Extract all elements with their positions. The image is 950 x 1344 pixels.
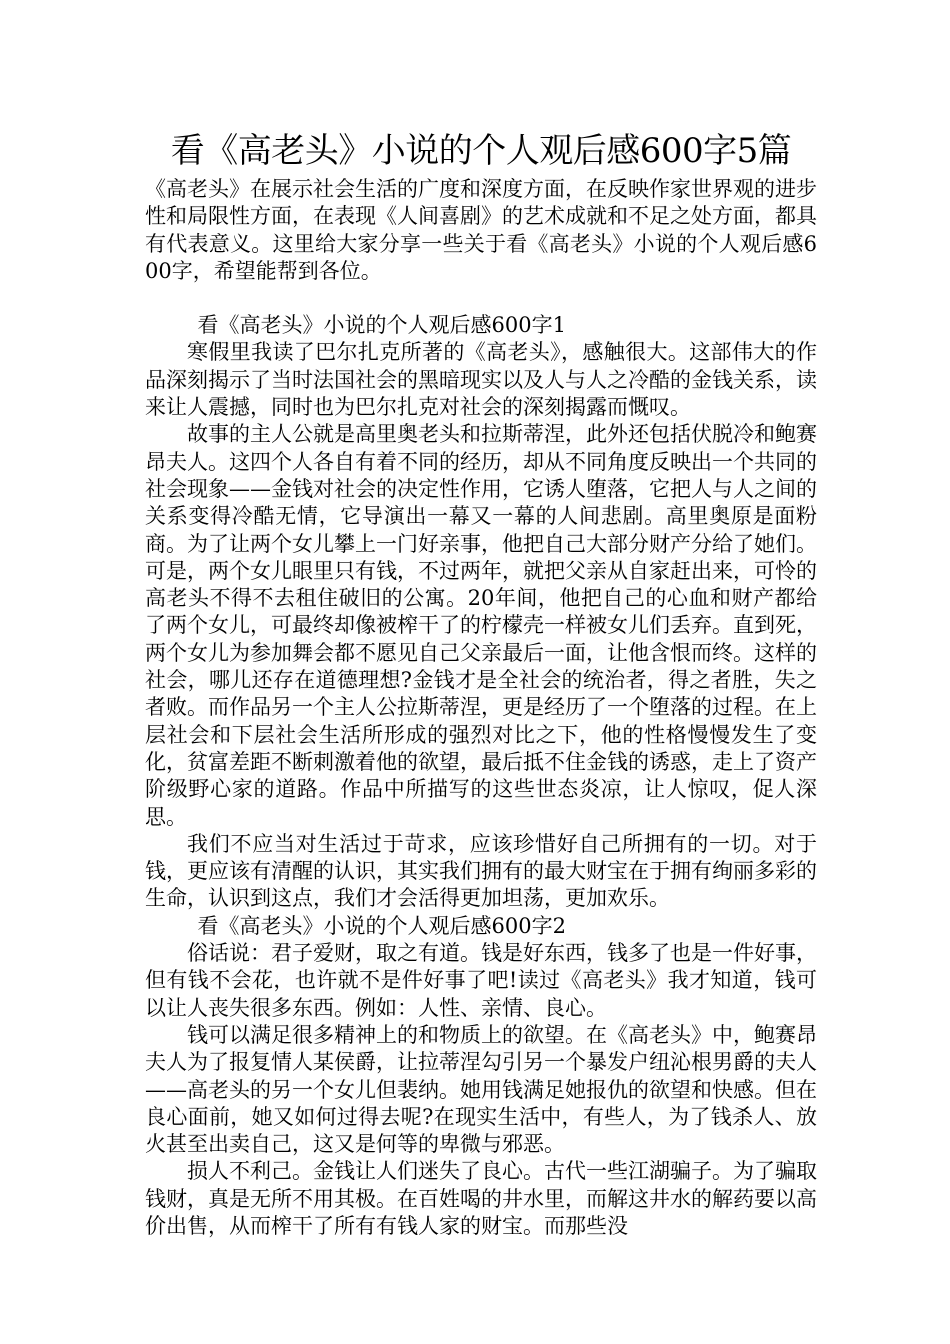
section-heading-1: 看《高老头》小说的个人观后感600字1	[197, 313, 566, 338]
body-paragraph: 钱可以满足很多精神上的和物质上的欲望。在《高老头》中，鲍赛昂夫人为了报复情人某侯爵，让拉蒂涅勾引另一个暴发户纽沁根男爵的夫人——高老头的另一个女儿但裴纳。她用钱满足她报仇的欲望和快感。但在良心面前，她又如何过得去呢?在现实生活中，有些人，为了钱杀人、放火甚至出卖自己，这又是何等的卑微与邪恶。	[145, 1022, 817, 1157]
body-paragraph: 寒假里我读了巴尔扎克所著的《高老头》，感触很大。这部伟大的作品深刻揭示了当时法国社会的黑暗现实以及人与人之冷酷的金钱关系，读来让人震撼，同时也为巴尔扎克对社会的深刻揭露而慨叹。	[145, 340, 817, 420]
document-page	[145, 128, 817, 1240]
body-paragraph: 故事的主人公就是高里奥老头和拉斯蒂涅，此外还包括伏脱冷和鲍赛昂夫人。这四个人各自有着不同的经历，却从不同角度反映出一个共同的社会现象——金钱对社会的决定性作用，它诱人堕落，它把人与人之间的关系变得冷酷无情，它导演出一幕又一幕的人间悲剧。高里奥原是面粉商。为了让两个女儿攀上一门好亲事，他把自己大部分财产分给了她们。可是，两个女儿眼里只有钱，不过两年，就把父亲从自家赶出来，可怜的高老头不得不去租住破旧的公寓。20年间，他把自己的心血和财产都给了两个女儿，可最终却像被榨干了的柠檬壳一样被女儿们丢弃。直到死，两个女儿为参加舞会都不愿见自己父亲最后一面，让他含恨而终。这样的社会，哪儿还存在道德理想?金钱才是全社会的统治者，得之者胜，失之者败。而作品另一个主人公拉斯蒂涅，更是经历了一个堕落的过程。在上层社会和下层社会生活所形成的强烈对比之下，他的性格慢慢发生了变化，贫富差距不断刺激着他的欲望，最后抵不住金钱的诱惑，走上了资产阶级野心家的道路。作品中所描写的这些世态炎凉，让人惊叹，促人深思。	[145, 422, 817, 829]
document-title: 看《高老头》小说的个人观后感600字5篇	[170, 131, 792, 171]
body-paragraph: 我们不应当对生活过于苛求，应该珍惜好自己所拥有的一切。对于钱，更应该有清醒的认识，其实我们拥有的最大财宝在于拥有绚丽多彩的生命，认识到这点，我们才会活得更加坦荡，更加欢乐。	[145, 831, 817, 911]
section-heading-2: 看《高老头》小说的个人观后感600字2	[197, 913, 566, 938]
body-paragraph: 俗话说：君子爱财，取之有道。钱是好东西，钱多了也是一件好事，但有钱不会花，也许就不是件好事了吧!读过《高老头》我才知道，钱可以让人丧失很多东西。例如：人性、亲情、良心。	[145, 941, 817, 1020]
body-paragraph: 损人不利己。金钱让人们迷失了良心。古代一些江湖骗子。为了骗取钱财，真是无所不用其极。在百姓喝的井水里，而解这井水的解药要以高价出售，从而榨干了所有有钱人家的财宝。而那些没	[145, 1159, 817, 1238]
intro-paragraph: 《高老头》在展示社会生活的广度和深度方面，在反映作家世界观的进步性和局限性方面，在表现《人间喜剧》的艺术成就和不足之处方面，都具有代表意义。这里给大家分享一些关于看《高老头》小说的个人观后感600字，希望能帮到各位。	[145, 177, 817, 283]
blank-line	[145, 285, 817, 312]
